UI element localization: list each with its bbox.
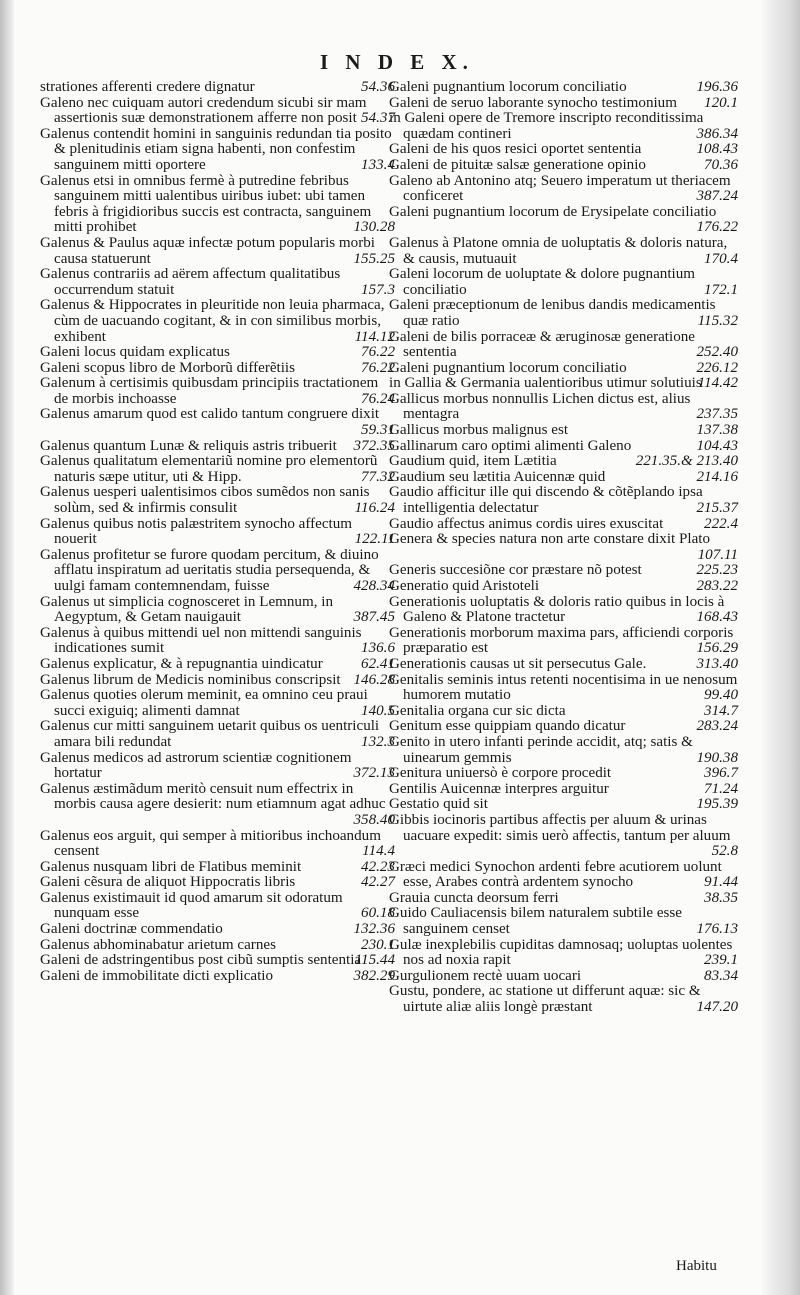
catchword: Habitu <box>676 1258 717 1274</box>
index-entry <box>40 376 395 407</box>
index-entry <box>389 984 738 1015</box>
entry-text: Generatio quid Aristoteli <box>389 578 540 594</box>
entry-text: Gaudio affectus animus cordis uires exuscitat <box>389 515 664 532</box>
entry-page-ref: 168.43 <box>696 609 738 626</box>
entry-text: Galeni de bilis porraceæ & æruginosæ generatione sententia <box>389 328 695 361</box>
entry-page-ref: 76.24 <box>361 390 395 407</box>
index-entry <box>40 80 395 96</box>
index-entry <box>40 751 395 782</box>
entry-page-ref: 133.4 <box>361 156 395 173</box>
entry-text: Generationis uoluptatis & doloris ratio quibus in locis à Galeno & Platone tractetur <box>389 593 725 626</box>
entry-page-ref: 116.24 <box>354 500 395 517</box>
index-entry <box>389 361 738 377</box>
entry-page-ref: 54.36 <box>361 79 395 95</box>
entry-text: Galeni de pituitæ salsæ generatione opinio <box>389 156 646 173</box>
index-entry <box>40 485 395 516</box>
entry-text: Galenus à Platone omnia de uoluptatis & doloris natura, & causis, mutuauit <box>389 234 728 267</box>
index-entry <box>40 953 395 969</box>
index-entry <box>389 96 738 112</box>
entry-text: Gibbis iocinoris partibus affectis per aluum & urinas uacuare expedit: simis uerò affectis, tantum per aluum <box>389 811 731 844</box>
entry-page-ref: 156.29 <box>696 640 738 657</box>
index-entry <box>389 423 738 439</box>
index-entry <box>389 517 738 533</box>
entry-page-ref: 252.40 <box>696 344 738 361</box>
entry-page-ref: 155.25 <box>353 250 395 267</box>
entry-text: Galenus æstimãdum meritò censuit num effectrix in morbis causa agere desierit: num etiamnum agat adhuc <box>40 780 386 813</box>
entry-text: Genitura uniuersò è corpore procedit <box>389 765 612 782</box>
entry-text: Galeno nec cuiquam autori credendum sicubi sir mam assertionis suæ demonstrationem afferre non posit <box>40 94 367 127</box>
entry-page-ref: 314.7 <box>704 702 738 719</box>
entry-page-ref: 214.16 <box>696 468 738 485</box>
index-entry <box>389 782 738 798</box>
index-entry <box>389 298 738 329</box>
index-entry <box>40 673 395 689</box>
entry-page-ref: 77.32 <box>361 468 395 485</box>
index-entry <box>40 236 395 267</box>
index-entry <box>389 657 738 673</box>
index-entry <box>389 330 738 361</box>
index-entry <box>389 813 738 860</box>
entry-page-ref: 372.35 <box>353 437 395 454</box>
entry-text: Galenus eos arguit, qui semper à mitioribus inchoandum censent <box>40 827 381 860</box>
index-entry <box>389 205 738 236</box>
index-entry <box>40 267 395 298</box>
entry-text: Galeni præceptionum de lenibus dandis medicamentis quæ ratio <box>389 297 716 329</box>
entry-page-ref: 104.43 <box>696 437 738 454</box>
index-entry <box>40 454 395 485</box>
entry-page-ref: 71.24 <box>704 780 738 797</box>
index-entry <box>389 80 738 96</box>
entry-text: Gaudium quid, item Lætitia <box>389 453 557 470</box>
index-entry <box>389 891 738 907</box>
entry-page-ref: 428.34 <box>353 578 395 594</box>
entry-text: Galenus & Hippocrates in pleuritide non leuia pharmaca, cùm de uacuando cogitant, & in con similibus morbis, exhibent <box>40 297 385 345</box>
entry-page-ref: 107.11 <box>697 546 738 563</box>
entry-text: Gustu, pondere, ac statione ut differunt aquæ: sic & uirtute aliæ aliis longè præstant <box>389 983 701 1016</box>
index-entry <box>40 439 395 455</box>
index-entry <box>389 236 738 267</box>
entry-text: Galeni cẽsura de aliquot Hippocratis libris <box>40 874 296 891</box>
entry-page-ref: 387.45 <box>353 609 395 626</box>
index-entry <box>389 595 738 626</box>
index-entry <box>389 111 738 142</box>
entry-page-ref: 42.27 <box>361 874 395 891</box>
entry-page-ref: 114.12 <box>354 328 395 345</box>
entry-text: Gurgulionem rectè uuam uocari <box>389 967 582 984</box>
entry-text: Gaudium seu lætitia Auicennæ quid <box>389 468 606 485</box>
index-entry <box>389 454 738 470</box>
index-entry <box>389 704 738 720</box>
entry-text: Galenus etsi in omnibus fermè à putredine febribus sanguinem mitti ualentibus uiribus iubet: ubi tamen febris à frigidioribus succis est contracta, sanguinem mitti prohibet <box>40 172 372 236</box>
entry-page-ref: 386.34 <box>696 125 738 142</box>
entry-text: Gallinarum caro optimi alimenti Galeno <box>389 437 632 454</box>
entry-page-ref: 226.12 <box>696 359 738 376</box>
entry-page-ref: 108.43 <box>696 141 738 158</box>
entry-text: Galenus librum de Medicis nominibus conscripsit <box>40 671 341 688</box>
entry-page-ref: 83.34 <box>704 967 738 984</box>
entry-page-ref: 157.3 <box>361 281 395 298</box>
entry-page-ref: 283.24 <box>696 718 738 735</box>
entry-page-ref: 115.32 <box>697 312 738 329</box>
entry-page-ref: 91.44 <box>704 874 738 891</box>
entry-page-ref: 115.44 <box>354 952 395 969</box>
index-entry <box>40 595 395 626</box>
entry-text: Galenus qualitatum elementariũ nomine pro elementorũ naturis sæpe utitur, uti & Hipp. <box>40 453 378 485</box>
entry-page-ref: 190.38 <box>696 749 738 766</box>
index-entry <box>389 673 738 704</box>
index-entry <box>389 969 738 985</box>
index-entry <box>40 688 395 719</box>
entry-text: Galenus nusquam libri de Flatibus meminit <box>40 858 302 875</box>
index-entry <box>389 376 738 392</box>
entry-text: Grauia cuncta deorsum ferri <box>389 889 559 906</box>
index-entry <box>40 922 395 938</box>
index-entry <box>389 267 738 298</box>
page-gutter-shadow <box>0 0 14 1295</box>
entry-text: Galenus existimauit id quod amarum sit odoratum nunquam esse <box>40 889 343 922</box>
entry-page-ref: 52.8 <box>711 843 738 860</box>
entry-text: Galenus cur mitti sanguinem uetarit quibus os uentriculi amara bili redundat <box>40 718 380 750</box>
entry-page-ref: 313.40 <box>696 655 738 672</box>
entry-text: Galeni locus quidam explicatus <box>40 344 230 361</box>
entry-text: Galenus medicos ad astrorum scientiæ cognitionem hortatur <box>40 749 352 782</box>
index-entry <box>40 782 395 829</box>
entry-page-ref: 172.1 <box>704 281 738 298</box>
entry-page-ref: 42.23 <box>361 858 395 875</box>
entry-page-ref: 130.28 <box>353 219 395 236</box>
entry-page-ref: 62.41 <box>361 655 395 672</box>
entry-text: Galeni de adstringentibus post cibũ sumptis sententia <box>40 952 362 969</box>
entry-text: Genitalia organa cur sic dicta <box>389 702 566 719</box>
index-entry <box>40 969 395 985</box>
index-column-left <box>40 80 395 984</box>
entry-text: Galeni de his quos resici oportet sententia <box>389 141 642 158</box>
entry-page-ref: 196.36 <box>696 79 738 95</box>
entry-text: Galenus quibus notis palæstritem synocho affectum nouerit <box>40 515 353 548</box>
entry-page-ref: 132.3 <box>361 733 395 750</box>
index-entry <box>389 719 738 735</box>
entry-text: Galeni doctrinæ commendatio <box>40 921 223 938</box>
index-entry <box>40 657 395 673</box>
entry-text: Gestatio quid sit <box>389 796 488 813</box>
index-entry <box>40 96 395 127</box>
index-entry <box>389 439 738 455</box>
index-entry <box>389 735 738 766</box>
entry-text: Galenus ut simplicia cognosceret in Lemnum, in Aegyptum, & Getam nauigauit <box>40 593 334 626</box>
entry-text: in Galeni opere de Tremore inscripto reconditissima quædam contineri <box>389 110 704 142</box>
index-entry <box>389 485 738 516</box>
entry-page-ref: 140.5 <box>361 702 395 719</box>
index-entry <box>389 626 738 657</box>
index-entry <box>389 532 738 563</box>
entry-text: Genera & species natura non arte constare dixit Plato <box>389 531 711 548</box>
entry-text: Græci medici Synochon ardenti febre acutiorem uolunt esse, Arabes contrà ardentem synocho <box>389 858 722 891</box>
index-entry <box>389 797 738 813</box>
index-entry <box>40 875 395 891</box>
entry-page-ref: 170.4 <box>704 250 738 267</box>
index-entry <box>40 345 395 361</box>
index-entry <box>40 298 395 345</box>
index-entry <box>389 142 738 158</box>
entry-page-ref: 136.6 <box>361 640 395 657</box>
entry-text: Galenus & Paulus aquæ infectæ potum popularis morbi causa statuerunt <box>40 234 375 267</box>
entry-text: Galenus contendit homini in sanguinis redundan tia posito & plenitudinis etiam signa habenti, non confestim sanguinem mitti oportere <box>40 125 392 173</box>
entry-page-ref: 283.22 <box>696 578 738 594</box>
entry-text: Galenus contrariis ad aërem affectum qualitatibus occurrendum statuit <box>40 266 341 298</box>
index-column-right <box>389 80 738 1016</box>
entry-page-ref: 225.23 <box>696 562 738 579</box>
entry-text: in Gallia & Germania ualentioribus utimur solutiuis <box>389 375 702 392</box>
index-entry <box>40 860 395 876</box>
entry-text: Genitalis seminis intus retenti nocentisima in ue nenosum humorem mutatio <box>389 671 738 704</box>
index-entry <box>389 392 738 423</box>
entry-page-ref: 215.37 <box>696 500 738 517</box>
entry-text: Genito in utero infanti perinde accidit, atq; satis & uinearum gemmis <box>389 733 693 766</box>
entry-text: Galeni de seruo laborante synocho testimonium <box>389 94 677 111</box>
entry-page-ref: 137.38 <box>696 422 738 439</box>
entry-text: Generationis causas ut sit persecutus Gale. <box>389 655 647 672</box>
entry-page-ref: 222.4 <box>704 515 738 532</box>
index-entry <box>40 938 395 954</box>
page-header: I N D E X. <box>320 50 474 74</box>
entry-page-ref: 176.22 <box>696 219 738 236</box>
entry-text: strationes afferenti credere dignatur <box>40 79 255 95</box>
entry-text: Galeni pugnantium locorum conciliatio <box>389 359 627 376</box>
entry-page-ref: 120.1 <box>704 94 738 111</box>
entry-text: Gulæ inexplebilis cupiditas damnosaq; uoluptas uolentes nos ad noxia rapit <box>389 936 733 969</box>
entry-page-ref: 195.39 <box>696 796 738 813</box>
entry-page-ref: 59.31 <box>361 422 395 439</box>
entry-text: Galenus abhominabatur arietum carnes <box>40 936 276 953</box>
index-entry <box>389 579 738 595</box>
entry-text: Galenus à quibus mittendi uel non mittendi sanguinis indicationes sumit <box>40 624 362 657</box>
index-entry <box>389 766 738 782</box>
entry-text: Galeni locorum de uoluptate & dolore pugnantium conciliatio <box>389 266 695 298</box>
entry-page-ref: 387.24 <box>696 188 738 205</box>
entry-text: Galenus quantum Lunæ & reliquis astris tribuerit <box>40 437 337 454</box>
entry-text: Galeni de immobilitate dicti explicatio <box>40 967 274 984</box>
entry-page-ref: 122.11 <box>354 531 395 548</box>
entry-page-ref: 60.18 <box>361 905 395 922</box>
entry-page-ref: 38.35 <box>704 889 738 906</box>
entry-text: Galeno ab Antonino atq; Seuero imperatum ut theriacem conficeret <box>389 172 731 205</box>
entry-text: Galeni scopus libro de Morborũ differẽtiis <box>40 359 296 376</box>
index-entry <box>40 891 395 922</box>
index-entry <box>389 906 738 937</box>
entry-text: Galenus profitetur se furore quodam percitum, & diuino afflatu inspiratum ad ueritatis studia persequenda, & uulgi famam contemnendam, fuisse <box>40 546 379 594</box>
entry-text: Gallicus morbus nonnullis Lichen dictus est, alius mentagra <box>389 390 691 423</box>
entry-text: Galeni pugnantium locorum conciliatio <box>389 79 627 95</box>
index-entry <box>389 860 738 891</box>
index-entry <box>389 938 738 969</box>
entry-page-ref: 99.40 <box>704 687 738 704</box>
entry-page-ref: 114.42 <box>697 375 738 392</box>
index-entry <box>389 563 738 579</box>
entry-page-ref: 237.35 <box>696 406 738 423</box>
entry-page-ref: 396.7 <box>704 765 738 782</box>
entry-page-ref: 230.1 <box>361 936 395 953</box>
entry-text: Galenus explicatur, & à repugnantia uindicatur <box>40 655 323 672</box>
entry-text: Genitum esse quippiam quando dicatur <box>389 718 626 735</box>
entry-text: Galenus quoties olerum meminit, ea omnino ceu praui succi exiguiq; alimenti damnat <box>40 687 368 719</box>
entry-text: Galeni pugnantium locorum de Erysipelate conciliatio <box>389 203 717 220</box>
entry-page-ref: 382.29 <box>353 967 395 984</box>
page-edge-shadow <box>762 0 800 1295</box>
index-entry <box>389 158 738 174</box>
entry-page-ref: 54.37 <box>361 110 395 127</box>
entry-text: Guido Cauliacensis bilem naturalem subtile esse sanguinem censet <box>389 905 683 938</box>
entry-page-ref: 372.13 <box>353 765 395 782</box>
entry-text: Generationis morborum maxima pars, afficiendi corporis præparatio est <box>389 624 734 657</box>
index-entry <box>40 517 395 548</box>
entry-text: Gallicus morbus malignus est <box>389 422 569 439</box>
entry-page-ref: 132.36 <box>353 921 395 938</box>
entry-page-ref: 76.22 <box>361 359 395 376</box>
index-entry <box>389 470 738 486</box>
entry-page-ref: 147.20 <box>696 999 738 1016</box>
index-entry <box>40 719 395 750</box>
entry-page-ref: 146.28 <box>353 671 395 688</box>
index-entry <box>40 626 395 657</box>
index-entry <box>40 407 395 438</box>
entry-text: Gaudio afficitur ille qui discendo & cõtẽplando ipsa intelligentia delectatur <box>389 484 703 517</box>
entry-page-ref: 114.4 <box>362 843 395 860</box>
entry-page-ref: 358.40 <box>353 811 395 828</box>
entry-text: Generis succesiõne cor præstare nõ potest <box>389 562 642 579</box>
entry-text: Galenus uesperi ualentisimos cibos sumẽdos non sanis solùm, sed & infirmis consulit <box>40 484 370 517</box>
entry-page-ref: 76.22 <box>361 344 395 361</box>
index-entry <box>389 174 738 205</box>
index-entry <box>40 127 395 174</box>
entry-page-ref: 239.1 <box>704 952 738 969</box>
entry-text: Galenus amarum quod est calido tantum congruere dixit <box>40 406 380 423</box>
index-entry <box>40 548 395 595</box>
index-entry <box>40 174 395 236</box>
entry-page-ref: 70.36 <box>704 156 738 173</box>
entry-text: Galenum à certisimis quibusdam principiis tractationem de morbis inchoasse <box>40 375 379 407</box>
entry-page-ref: 221.35.& 213.40 <box>635 453 738 470</box>
index-entry <box>40 361 395 377</box>
index-entry <box>40 829 395 860</box>
entry-text: Gentilis Auicennæ interpres arguitur <box>389 780 609 797</box>
entry-page-ref: 176.13 <box>696 921 738 938</box>
